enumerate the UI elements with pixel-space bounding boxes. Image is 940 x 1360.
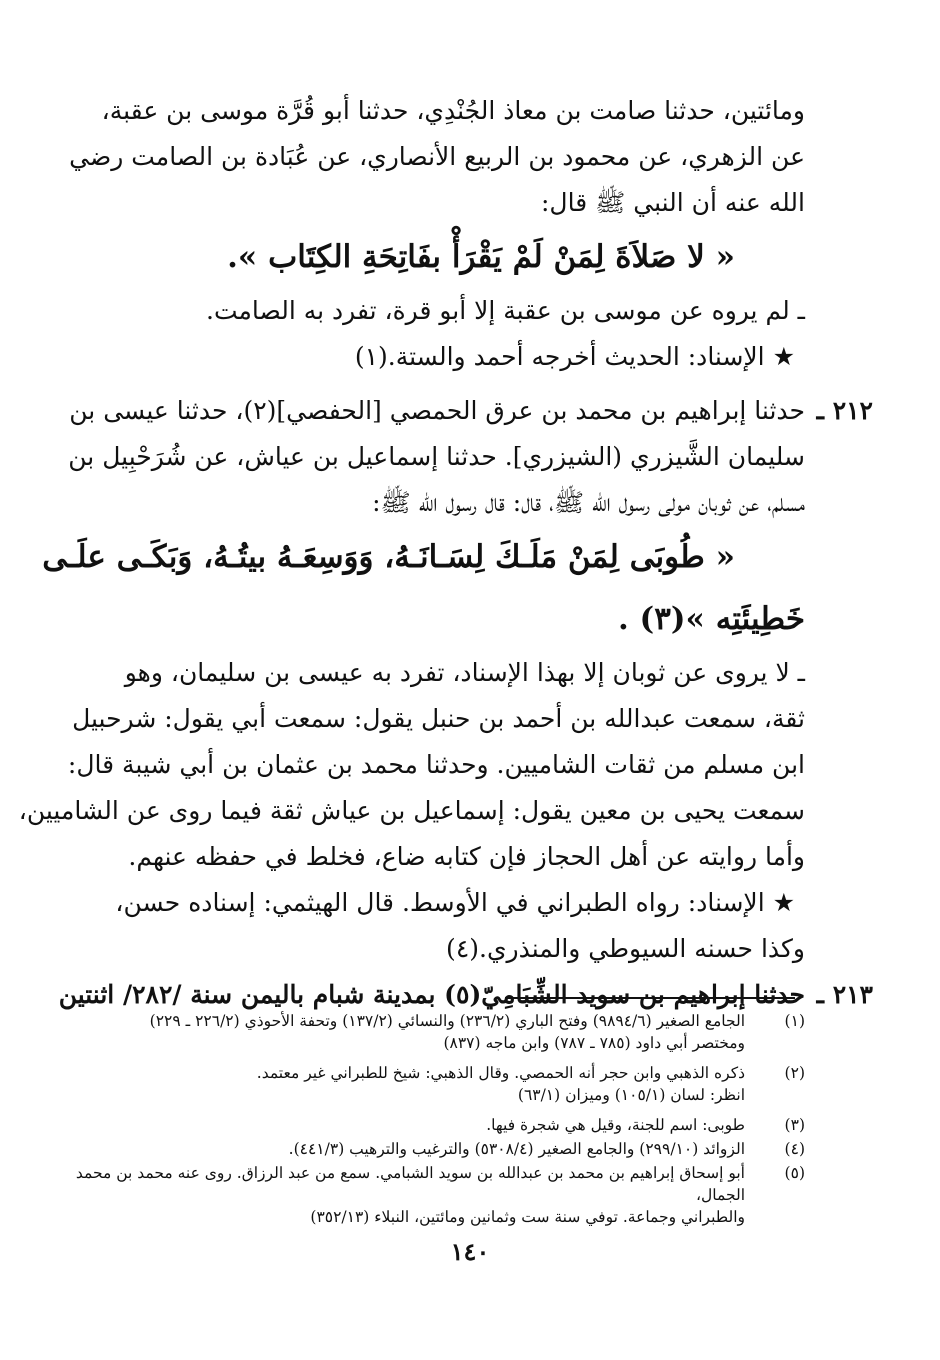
footnote-divider	[505, 997, 795, 999]
text-line: ثقة، سمعت عبدالله بن أحمد بن حنبل يقول: سمعت أبي يقول: شرحبيل	[72, 704, 805, 733]
footnote-text: طوبى: اسم للجنة، وقيل هي شجرة فيها.	[486, 1116, 745, 1134]
footnote-number: (٥)	[784, 1164, 805, 1182]
footnote-text: والطبراني وجماعة. توفي سنة ست وثمانين ومائتين، النبلاء (٣٥٢/١٣)	[310, 1208, 745, 1226]
hadith-text: « طُوبَى لِمَنْ مَلَـكَ لِسَـانَـهُ، وَوَسِعَـهُ بيتُـهُ، وَبَكَـى علَـى	[42, 539, 735, 575]
text-line: وكذا حسنه السيوطي والمنذري.(٤)	[446, 934, 805, 963]
text-line: سليمان الشَّيزري (الشيزري]. حدثنا إسماعيل بن عياش، عن شُرَحْبِيل بن	[68, 442, 805, 471]
text-line: عن الزهري، عن محمود بن الربيع الأنصاري، عن عُبَادة بن الصامت رضي	[69, 142, 805, 171]
text-line: حدثنا إبراهيم بن سويد الشِّبَامِيّ(٥) بمدينة شبام باليمن سنة /٢٨٢/ اثنتين	[58, 980, 805, 1009]
footnote-number: (٣)	[784, 1116, 805, 1134]
main-text	[18, 88, 873, 1018]
footnote-text: انظر: لسان (١٠٥/١) وميزان (٦٣/١)	[517, 1086, 745, 1104]
footnote-number: (٢)	[784, 1064, 805, 1082]
footnote-text: ومختصر أبي داود (٧٨٥ ـ ٧٨٧) وابن ماجه (٨٣٧)	[443, 1034, 745, 1052]
footnote-number: (١)	[784, 1012, 805, 1030]
footnote-text: أبو إسحاق إبراهيم بن محمد بن عبدالله بن سويد الشبامي. سمع من عبد الرزاق. روى عنه محمد بن محمد الجمال،	[75, 1164, 745, 1204]
entry-number: ٢١٢ ـ	[816, 396, 873, 425]
page-number: ١٤٠	[450, 1237, 490, 1266]
text-line: مسلم، عن ثوبان مولى رسول الله ﷺ، قال: قال رسول الله ﷺ:	[372, 488, 805, 517]
footnote-4	[60, 1138, 805, 1160]
footnote-text: الجامع الصغير (٩٨٩٤/٦) وفتح الباري (٢٣٦/٢) والنسائي (١٣٧/٢) وتحفة الأحوذي (٢٢٦/٢ ـ ٢٢٩)	[149, 1012, 745, 1030]
text-line: وأما روايته عن أهل الحجاز فإن كتابه ضاع، فخلط في حفظه عنهم.	[128, 842, 805, 871]
text-line: ـ لم يروه عن موسى بن عقبة إلا أبو قرة، تفرد به الصامت.	[206, 296, 805, 325]
hadith-text: « لا صَلاَةَ لِمَنْ لَمْ يَقْرَأْ بفَاتِحَةِ الكِتَاب ».	[227, 239, 735, 275]
footnote-text: ذكره الذهبي وابن حجر أنه الحمصي. وقال الذهبي: شيخ للطبراني غير معتمد.	[256, 1064, 745, 1082]
footnote-2	[60, 1062, 805, 1106]
text-line: سمعت يحيى بن معين يقول: إسماعيل بن عياش ثقة فيما روى عن الشاميين،	[18, 796, 805, 825]
footnote-number: (٤)	[784, 1140, 805, 1158]
footnote-5	[60, 1162, 805, 1228]
text-line: ـ لا يروى عن ثوبان إلا بهذا الإسناد، تفرد به عيسى بن سليمان، وهو	[124, 658, 805, 687]
text-line: حدثنا إبراهيم بن محمد بن عرق الحمصي [الحفصي](٢)، حدثنا عيسى بن	[69, 396, 805, 425]
footnote-1	[60, 1010, 805, 1054]
hadith-text: خَطِيئَتِه »(٣) .	[617, 601, 805, 637]
text-line: الله عنه أن النبي ﷺ قال:	[541, 188, 805, 217]
text-line: ومائتين، حدثنا صامت بن معاذ الجُنْدِي، حدثنا أبو قُرَّة موسى بن عقبة،	[101, 96, 805, 125]
text-line: ابن مسلم من ثقات الشاميين. وحدثنا محمد بن عثمان بن أبي شيبة قال:	[67, 750, 805, 779]
isnad-note: ★ الإسناد: رواه الطبراني في الأوسط. قال الهيثمي: إسناده حسن،	[115, 888, 795, 917]
isnad-note: ★ الإسناد: الحديث أخرجه أحمد والستة.(١)	[354, 342, 795, 371]
entry-number: ٢١٣ ـ	[816, 980, 873, 1009]
footnote-3	[60, 1114, 805, 1136]
footnote-text: الزوائد (٢٩٩/١٠) والجامع الصغير (٥٣٠٨/٤) والترغيب والترهيب (٤٤١/٣).	[288, 1140, 745, 1158]
entry-212	[60, 388, 873, 434]
